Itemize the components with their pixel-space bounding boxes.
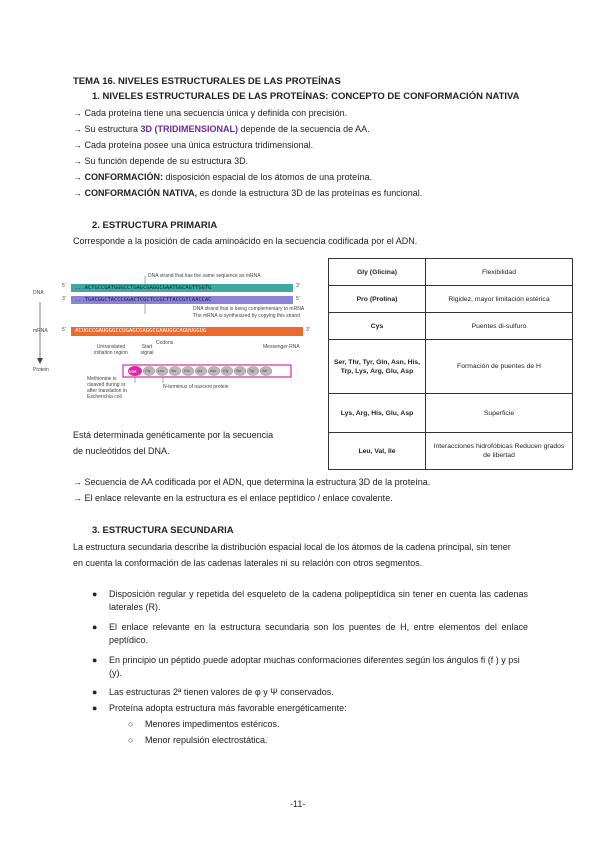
note-mid1: DNA strand that is being complementary to mRNA [193, 306, 305, 312]
conformacion-label: → CONFORMACIÓN: [73, 172, 163, 182]
determined-line-1: Está determinada genéticamente por la secuencia [73, 430, 274, 440]
determined-line-2: de nucleótidos del DNA. [73, 446, 170, 456]
table-cell-aa: Ser, Thr, Tyr, Gln, Asn, His, Trp, Lys, Arg, Glu, Asp [329, 340, 426, 394]
protein-label: Protein [33, 367, 49, 373]
mrna-seq: ACUGCCGAUGGGCCUGAGCGAGGCGAAUGGCAGUUGGUG [75, 328, 207, 334]
page-number: -11- [290, 799, 306, 809]
five-prime-top: 5' [62, 283, 66, 289]
five-prime-mrna: 5' [62, 327, 66, 333]
nativa-text: es donde la estructura 3D de las proteínas es funcional. [197, 188, 423, 198]
table-row [329, 340, 573, 394]
bullet-dot: ● [92, 703, 98, 713]
nativa-label: → CONFORMACIÓN NATIVA, [73, 188, 198, 198]
residue-label: Ser [171, 369, 177, 373]
residue-label: Glu [184, 369, 190, 373]
met-label: Met [129, 369, 137, 374]
table-row [329, 313, 573, 340]
table-cell-aa: Cys [329, 313, 426, 340]
note-top: DNA strand that has the same sequence as mRNA [148, 273, 261, 279]
table-cell-aa: Leu, Val, Ile [329, 433, 426, 470]
residue-label: Leu [158, 369, 164, 373]
conformacion-text: disposición espacial de los átomos de una proteína. [163, 172, 373, 182]
residue-label: Val [262, 369, 267, 373]
three-prime-top: 3' [296, 283, 300, 289]
table-cell-aa: Lys, Arg, His, Glu, Asp [329, 394, 426, 433]
table-row [329, 259, 573, 286]
table-cell-prop: Flexibilidad [426, 259, 573, 286]
residue-labels [145, 369, 275, 373]
nterm-label: N-terminus of nascent protein [163, 384, 229, 390]
section3-heading: 3. ESTRUCTURA SECUNDARIA [92, 525, 234, 536]
table-cell-prop: Puentes di-sulfuro [426, 313, 573, 340]
utr-label: Untranslated initiation region [94, 344, 128, 356]
section2-heading: 2. ESTRUCTURA PRIMARIA [92, 220, 218, 231]
bullet-dot: ● [92, 687, 98, 697]
line-2 [73, 123, 370, 136]
line-4: → Su función depende de su estructura 3D. [73, 156, 249, 166]
sub-bullet-circle: ○ [128, 735, 134, 745]
five-prime-bottom: 5' [296, 296, 300, 302]
line-2-pre: → Su estructura [73, 124, 141, 134]
section3-intro-2: en cuenta la conformación de las cadenas laterales ni su relación con otros segmentos. [73, 558, 423, 568]
section2-arrow-1: → Secuencia de AA codificada por el ADN, que determina la estructura 3D de la proteína. [73, 477, 431, 487]
section2-arrow-2: → El enlace relevante en la estructura es el enlace peptídico / enlace covalente. [73, 493, 393, 503]
table-cell-prop: Superficie [426, 394, 573, 433]
bullet-dot: ● [92, 589, 98, 599]
codons-label: Codons [156, 340, 174, 346]
bullet-4: Las estructuras 2ª tienen valores de φ y Ψ conservados. [109, 687, 334, 697]
section2-intro: Corresponde a la posición de cada aminoácido en la secuencia codificada por el ADN. [73, 236, 418, 246]
met-note: Methionine is cleaved during or after translation in Escherichia coli [87, 376, 127, 400]
table-row [329, 394, 573, 433]
page-title: TEMA 16. NIVELES ESTRUCTURALES DE LAS PROTEÍNAS [73, 76, 341, 87]
dna-seq-bottom: ...TGACGGCTACCCGGACTCGCTCCGCTTACCGTCAACCAC [75, 297, 212, 303]
line-1: → Cada proteína tiene una secuencia única y definida con precisión. [73, 108, 348, 118]
section1-heading: 1. NIVELES ESTRUCTURALES DE LAS PROTEÍNAS: CONCEPTO DE CONFORMACIÓN NATIVA [92, 91, 520, 102]
bullet-dot: ● [92, 655, 98, 665]
sub-bullet-1: Menores impedimentos estéricos. [145, 719, 280, 729]
table-row [329, 286, 573, 313]
bullet-2: El enlace relevante en la estructura secundaria son los puentes de H, entre elementos del enlace peptídico. [109, 622, 528, 645]
residue-label: Asn [210, 369, 217, 373]
bullet-3: En principio un péptido puede adoptar muchas conformaciones diferentes según los ángulos fi (f ) y psi (y). [109, 655, 520, 678]
sub-bullet-2: Menor repulsión electrostática. [145, 735, 268, 745]
line-2-highlight: 3D (TRIDIMENSIONAL) [140, 124, 239, 134]
line-3: → Cada proteína posee una única estructura tridimensional. [73, 140, 314, 150]
note-mid2: The mRNA is synthesized by copying this strand [193, 313, 300, 319]
messenger-label: Messenger RNA [263, 344, 300, 350]
mrna-label: mRNA [33, 328, 48, 334]
table-cell-prop: Formación de puentes de H [426, 340, 573, 394]
residue-label: Trp [249, 369, 255, 373]
sub-bullet-circle: ○ [128, 719, 134, 729]
bullet-5: Proteína adopta estructura más favorable energéticamente: [109, 703, 347, 713]
residue-label: Gly [223, 369, 229, 373]
table-row [329, 433, 573, 470]
table-cell-aa: Gly (Glicina) [329, 259, 426, 286]
residue-label: Ser [236, 369, 242, 373]
residue-label: Gly [145, 369, 151, 373]
start-label: Start signal [140, 344, 154, 356]
amino-acid-table [328, 258, 573, 470]
line-nativa [73, 187, 422, 200]
table-cell-prop: Interacciones hidrofóbicas Reducen grados de libertad [426, 433, 573, 470]
dna-seq-top: ...ACTGCCGATGGGCCTGAGCGAGGCGAATGGCAGTTGGTG [75, 285, 212, 291]
three-prime-mrna: 3' [306, 327, 310, 333]
bullet-dot: ● [92, 622, 98, 632]
bullet-1: Disposición regular y repetida del esqueleto de la cadena polipeptídica sin tener en cuenta las cadenas laterales (R). [109, 589, 528, 612]
line-conformacion [73, 171, 372, 184]
line-2-post: depende de la secuencia de AA. [238, 124, 370, 134]
flow-arrow-head [37, 358, 43, 364]
dna-label: DNA [33, 290, 44, 296]
section3-intro-1: La estructura secundaria describe la distribución espacial local de los átomos de la cadena principal, sin tener [73, 542, 511, 552]
residue-label: Ala [197, 369, 203, 373]
table-cell-prop: Rigidez, mayor limitación estérica [426, 286, 573, 313]
table-cell-aa: Pro (Prolina) [329, 286, 426, 313]
dna-translation-figure [33, 270, 323, 410]
three-prime-bottom: 3' [62, 296, 66, 302]
